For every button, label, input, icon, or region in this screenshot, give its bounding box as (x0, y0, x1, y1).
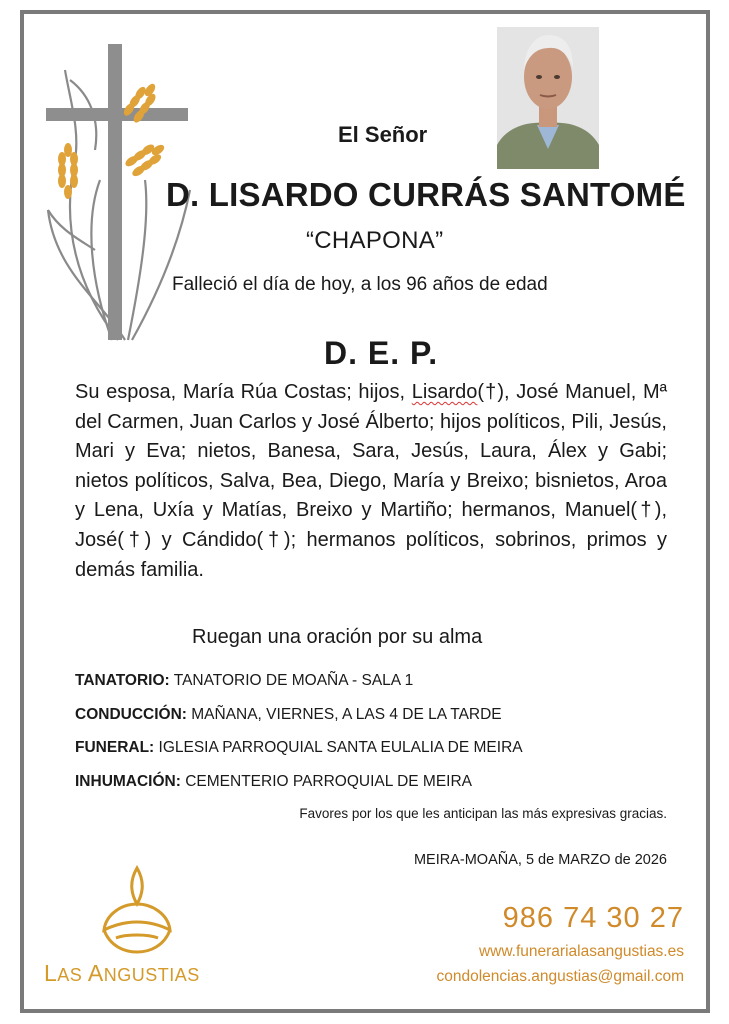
service-value: IGLESIA PARROQUIAL SANTA EULALIA DE MEIRA (154, 739, 523, 756)
prayer-request: Ruegan una oración por su alma (192, 626, 483, 648)
phone-number[interactable]: 986 74 30 27 (502, 902, 684, 934)
thanks-note: Favores por los que les anticipan las más expresivas gracias. (299, 806, 667, 821)
service-conduccion (75, 706, 502, 724)
service-funeral (75, 739, 523, 757)
death-notice: Falleció el día de hoy, a los 96 años de edad (172, 274, 548, 295)
nickname: “CHAPONA” (306, 227, 444, 254)
service-label: INHUMACIÓN: (75, 773, 181, 790)
spellcheck-flagged-word: Lisardo (411, 381, 478, 403)
service-label: FUNERAL: (75, 739, 155, 756)
service-tanatorio (75, 672, 413, 690)
brand-letter: A (82, 960, 104, 986)
brand-letters: AS (57, 965, 83, 985)
rip-heading: D. E. P. (324, 335, 439, 371)
family-text-start: Su esposa, María Rúa Costas; hijos, (75, 381, 412, 403)
service-label: CONDUCCIÓN: (75, 706, 187, 723)
brand-name (44, 960, 200, 987)
service-label: TANATORIO: (75, 672, 170, 689)
service-value: MAÑANA, VIERNES, A LAS 4 DE LA TARDE (186, 706, 502, 723)
brand-letters: NGUSTIAS (103, 965, 200, 985)
title-prefix: El Señor (338, 122, 428, 147)
portrait-photo (497, 27, 599, 169)
website-link[interactable]: www.funerarialasangustias.es (478, 943, 684, 960)
email-link[interactable]: condolencias.angustias@gmail.com (436, 968, 684, 985)
place-date: MEIRA-MOAÑA, 5 de MARZO de 2026 (413, 852, 667, 868)
las-angustias-logo-icon (92, 864, 182, 956)
family-paragraph (75, 378, 667, 585)
deceased-name: D. LISARDO CURRÁS SANTOMÉ (166, 176, 686, 213)
service-value: TANATORIO DE MOAÑA - SALA 1 (169, 672, 414, 689)
family-text-rest: (†), José Manuel, Mª del Carmen, Juan Carlos y José Álberto; hijos políticos, Pili, Jesús, Mari y Eva; nietos, Banesa, Sara, Jesús, Laura, Álex y Gabi; nietos políticos, Salva, Bea, Diego, María y Breixo; bisnietos, Aroa y Lena, Uxía y Matías, Breixo y Martiño; hermanos, Manuel(†), José(†) y Cándido(†); hermanos políticos, sobrinos, primos y demás familia. (75, 381, 668, 581)
service-inhumacion (75, 773, 472, 791)
service-value: CEMENTERIO PARROQUIAL DE MEIRA (180, 773, 473, 790)
brand-letter: L (44, 960, 58, 986)
